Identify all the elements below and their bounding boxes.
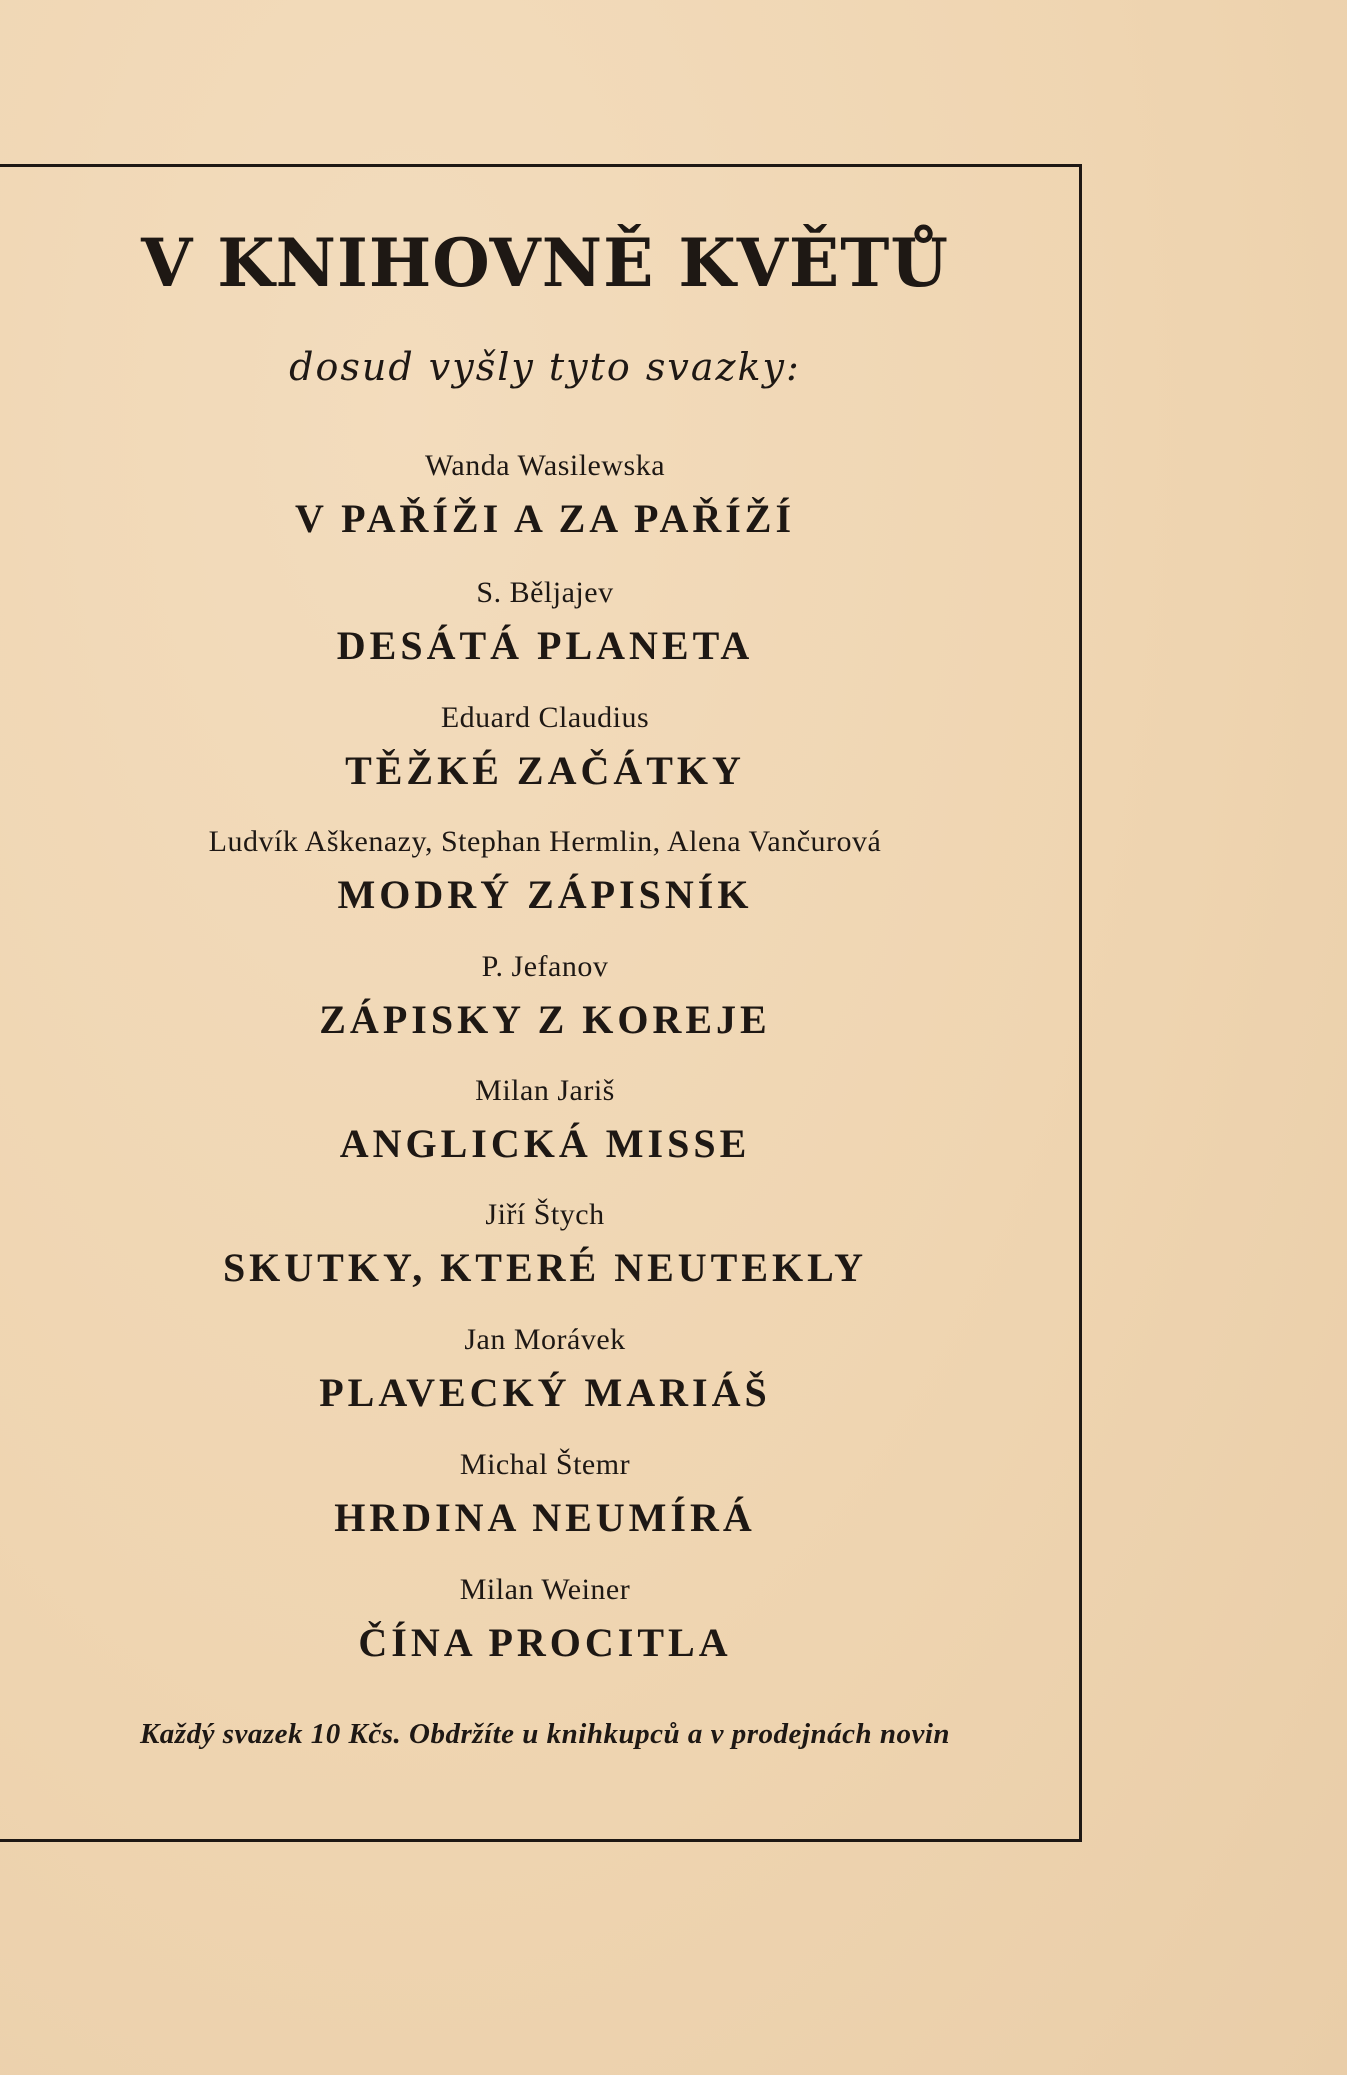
book-author: Eduard Claudius — [440, 701, 650, 734]
book-title: V PAŘÍŽI A ZA PAŘÍŽÍ — [294, 496, 796, 541]
book-entry — [0, 1575, 1090, 1663]
book-entry — [0, 952, 1090, 1040]
book-entry — [0, 451, 1090, 539]
book-title: ANGLICKÁ MISSE — [339, 1121, 751, 1166]
book-title: ZÁPISKY Z KOREJE — [319, 997, 771, 1042]
book-author: Milan Weiner — [459, 1573, 631, 1606]
book-author: Wanda Wasilewska — [424, 449, 666, 482]
book-author: Michal Štemr — [459, 1448, 631, 1481]
book-entry — [0, 1450, 1090, 1538]
book-author: Ludvík Aškenazy, Stephan Hermlin, Alena Vančurová — [208, 825, 882, 858]
book-entry — [0, 703, 1090, 791]
page-subtitle: dosud vyšly tyto svazky: — [289, 345, 801, 389]
price-note: Každý svazek 10 Kčs. Obdržíte u knihkupců a v prodejnách novin — [139, 1718, 951, 1750]
book-author: Milan Jariš — [475, 1074, 615, 1107]
book-author: P. Jefanov — [481, 950, 609, 983]
book-title: MODRÝ ZÁPISNÍK — [337, 872, 753, 917]
book-title: PLAVECKÝ MARIÁŠ — [319, 1370, 771, 1415]
book-author: Jan Morávek — [464, 1323, 626, 1356]
book-entry — [0, 1076, 1090, 1164]
book-entry — [0, 827, 1090, 915]
book-title: ČÍNA PROCITLA — [358, 1620, 732, 1665]
book-entry — [0, 1325, 1090, 1413]
book-author: S. Běljajev — [476, 576, 614, 609]
book-author: Jiří Štych — [485, 1198, 605, 1231]
book-title: TĚŽKÉ ZAČÁTKY — [345, 748, 745, 793]
book-title: HRDINA NEUMÍRÁ — [334, 1495, 756, 1540]
page-title: V KNIHOVNĚ KVĚTŮ — [141, 224, 949, 302]
book-title: SKUTKY, KTERÉ NEUTEKLY — [222, 1245, 868, 1290]
book-title: DESÁTÁ PLANETA — [336, 623, 754, 668]
book-entry — [0, 1200, 1090, 1288]
book-entry — [0, 578, 1090, 666]
